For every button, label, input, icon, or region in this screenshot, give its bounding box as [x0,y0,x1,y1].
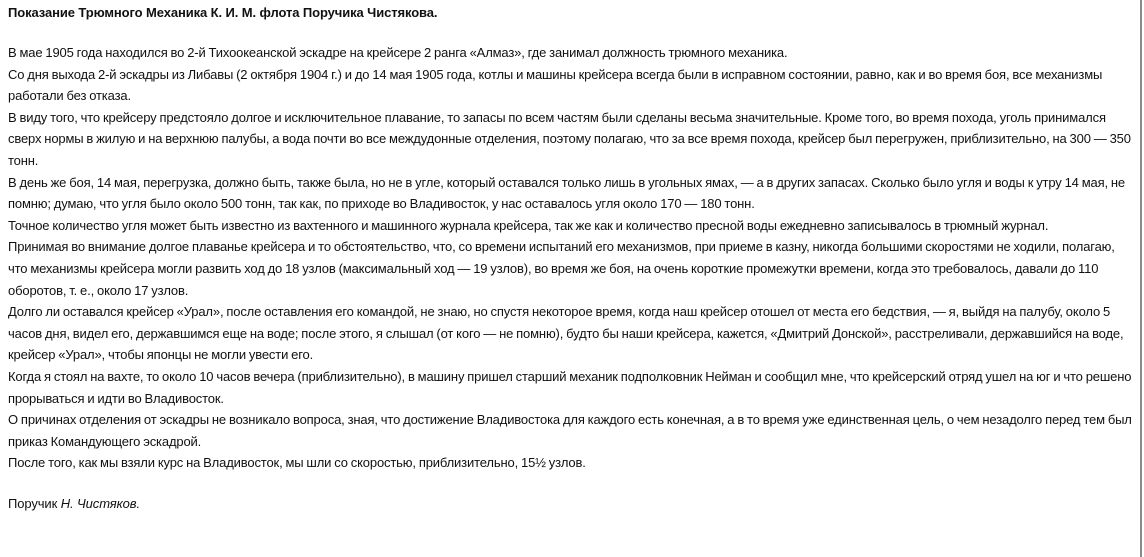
paragraph-5: Точное количество угля может быть известно из вахтенного и машинного журнала крейсера, так же как и количество пресной воды ежедневно записывалось в трюмный журнал. [8,217,1049,233]
paragraph-9: О причинах отделения от эскадры не возникало вопроса, зная, что достижение Владивостока для каждого есть конечная, а в то время уже единственная цель, о чем незадолго перед тем был приказ Командующего эскадрой. [8,412,1132,449]
paragraph-7: Долго ли оставался крейсер «Урал», после оставления его командой, не знаю, но спустя некоторое время, когда наш крейсер отошел от места его бедствия, — я, выйдя на палубу, около 5 часов дня, видел его, державшимся еще на воде; после этого, я слышал (от кого — не помню), будто бы наши крейсера, кажется, «Дмитрий Донской», расстреливали, державшийся на воде, крейсер «Урал», чтобы японцы не могли увести его. [8,304,1124,363]
signature-name: Н. Чистяков. [60,495,140,511]
document-title: Показание Трюмного Механика К. И. М. флота Поручика Чистякова. [8,5,438,20]
paragraph-10: После того, как мы взяли курс на Владивосток, мы шли со скоростью, приблизительно, 15½ узлов. [8,455,586,471]
paragraph-4: В день же боя, 14 мая, перегрузка, должно быть, также была, но не в угле, который оставался только лишь в угольных ямах, — а в других запасах. Сколько было угля и воды к утру 14 мая, не помню; думаю, что угля было около 500 тонн, так как, по приходе во Владивосток, у нас оставалось угля около 170 — 180 тонн. [8,174,1126,212]
paragraph-2: Со дня выхода 2-й эскадры из Либавы (2 октября 1904 г.) и до 14 мая 1905 года, котлы и машины крейсера всегда были в исправном состоянии, равно, как и во время боя, все механизмы работали без отказа. [8,66,1103,104]
signature [8,494,1132,514]
signature-rank: Поручик [8,495,58,511]
paragraph-1: В мае 1905 года находился во 2-й Тихоокеанской эскадре на крейсере 2 ранга «Алмаз», где занимал должность трюмного механика. [8,45,788,60]
paragraph-8: Когда я стоял на вахте, то около 10 часов вечера (приблизительно), в машину пришел старший механик подполковник Нейман и сообщил мне, что крейсерский отряд ушел на юг и что решено прорываться и идти во Владивосток. [8,368,1132,406]
paragraph-6: Принимая во внимание долгое плаванье крейсера и то обстоятельство, что, со времени испытаний его механизмов, при приеме в казну, никогда большими скоростями не ходили, полагаю, что механизмы крейсера могли развить ход до 18 узлов (максимальный ход — 19 узлов), во время же боя, на очень короткие промежутки времени, когда это требовалось, давали до 110 оборотов, т. е., около 17 узлов. [8,239,1115,298]
paragraph-3: В виду того, что крейсеру предстояло долгое и исключительное плавание, то запасы по всем частям были сделаны весьма значительные. Кроме того, во время похода, уголь принимался сверх нормы в жилую и на верхнюю палубы, а вода почти во все междудонные отделения, поэтому полагаю, что за все время похода, крейсер был перегружен, приблизительно, на 300 — 350 тонн. [8,109,1131,168]
